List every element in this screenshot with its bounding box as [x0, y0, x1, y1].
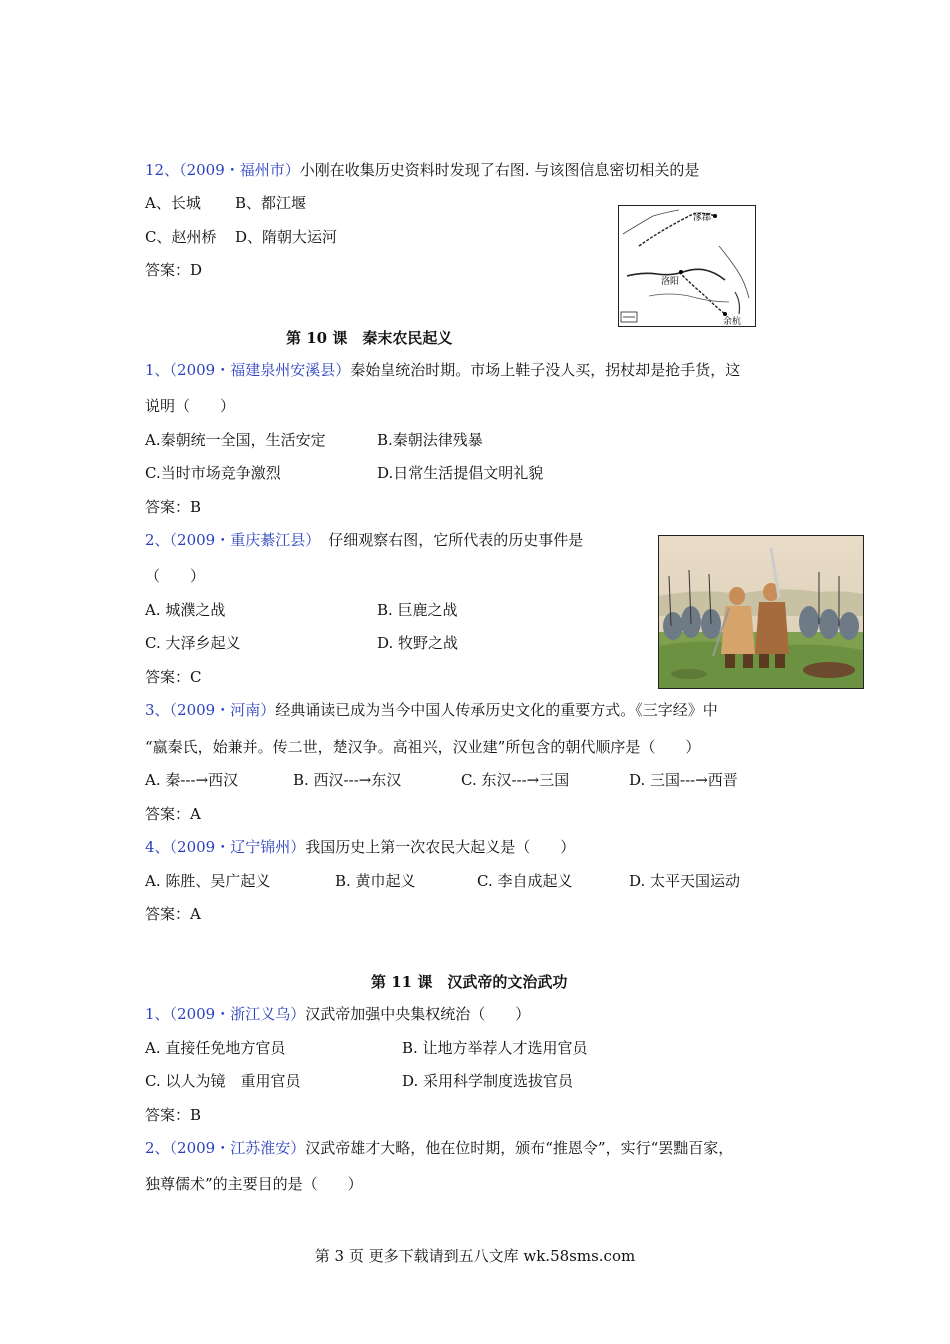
l10-q2-option-a: A. 城濮之战 — [145, 601, 226, 619]
l10-q3-stem — [145, 700, 718, 720]
l10-q4-option-b: B. 黄巾起义 — [335, 872, 416, 890]
l11-q1-source: （2009・浙江义乌） — [169, 1005, 306, 1023]
q12-stem — [145, 160, 699, 180]
q12-option-b: B、都江堰 — [235, 194, 307, 212]
l11-q2-number: 2、 — [145, 1139, 170, 1157]
l10-q2-options-row2 — [145, 633, 458, 653]
l10-q1-stem — [145, 360, 740, 380]
map-label-yuhang: 余杭 — [723, 317, 742, 326]
lesson-10-title: 第 10 课 秦末农民起义 — [286, 329, 453, 347]
l11-q1-option-b: B. 让地方举荐人才选用官员 — [402, 1039, 588, 1057]
l10-q3-answer: 答案：A — [145, 805, 201, 823]
l11-q1-options-row1 — [145, 1038, 588, 1058]
l10-q4-number: 4、 — [145, 838, 170, 856]
l10-q3-option-c: C. 东汉---→三国 — [461, 771, 570, 789]
l11-q2-stem — [145, 1138, 733, 1158]
q12-text: 小刚在收集历史资料时发现了右图. 与该图信息密切相关的是 — [299, 161, 700, 179]
l11-q2-text: 汉武帝雄才大略，他在位时期，颁布“推恩令”，实行“罢黜百家， — [305, 1139, 734, 1157]
q12-option-c: C、赵州桥 — [145, 228, 217, 246]
l10-q2-number: 2、 — [145, 531, 170, 549]
l10-q2-option-b: B. 巨鹿之战 — [377, 601, 458, 619]
l10-q2-stem — [145, 530, 583, 550]
l10-q1-answer: 答案：B — [145, 498, 202, 516]
l10-q4-options — [145, 871, 740, 891]
l10-q4-option-c: C. 李自成起义 — [477, 872, 573, 890]
l10-q1-option-c: C.当时市场竞争激烈 — [145, 464, 281, 482]
l11-q1-text: 汉武帝加强中央集权统治（ ） — [305, 1005, 531, 1023]
q12-answer: 答案：D — [145, 261, 203, 279]
l10-q4-source: （2009・辽宁锦州） — [169, 838, 306, 856]
l11-q1-answer: 答案：B — [145, 1106, 202, 1124]
l10-q1-source: （2009・福建泉州安溪县） — [169, 361, 351, 379]
l10-q4-option-a: A. 陈胜、吴广起义 — [145, 872, 271, 890]
l10-q1-number: 1、 — [145, 361, 170, 379]
l10-q4-stem — [145, 837, 575, 857]
l10-q1-option-b: B.秦朝法律残暴 — [377, 431, 483, 449]
q12-source: （2009・福州市） — [179, 161, 300, 179]
l10-q1-option-a: A.秦朝统一全国，生活安定 — [145, 431, 326, 449]
canal-map-figure — [618, 205, 756, 327]
l10-q2-options-row1 — [145, 600, 458, 620]
l10-q4-answer: 答案：A — [145, 905, 201, 923]
map-label-zhuojun: 涿郡 — [693, 213, 712, 223]
l11-q1-option-d: D. 采用科学制度选拔官员 — [402, 1072, 574, 1090]
l11-q1-option-c: C. 以人为镜 重用官员 — [145, 1072, 301, 1090]
l10-q3-option-d: D. 三国---→西晋 — [629, 771, 738, 789]
l11-q2-text2: 独尊儒术”的主要目的是（ ） — [145, 1175, 363, 1193]
l10-q1-text: 秦始皇统治时期。市场上鞋子没人买，拐杖却是抢手货，这 — [350, 361, 741, 379]
l10-q2-text: 仔细观察右图，它所代表的历史事件是 — [328, 531, 584, 549]
l10-q3-text2: “嬴秦氏，始兼并。传二世，楚汉争。高祖兴，汉业建”所包含的朝代顺序是（ ） — [145, 738, 701, 756]
l10-q3-option-a: A. 秦---→西汉 — [145, 771, 239, 789]
map-label-luoyang: 洛阳 — [661, 277, 680, 287]
canal-map-svg — [619, 206, 755, 326]
l11-q1-option-a: A. 直接任免地方官员 — [145, 1039, 286, 1057]
l11-q1-number: 1、 — [145, 1005, 170, 1023]
l11-q2-source: （2009・江苏淮安） — [169, 1139, 306, 1157]
l10-q3-options — [145, 770, 738, 790]
uprising-illustration — [658, 535, 864, 689]
lesson-11-title: 第 11 课 汉武帝的文治武功 — [371, 973, 568, 991]
l11-q1-options-row2 — [145, 1071, 573, 1091]
l10-q1-text2: 说明（ ） — [145, 397, 236, 415]
uprising-illustration-svg — [659, 536, 863, 688]
l10-q2-text2: （ ） — [145, 567, 206, 585]
q12-number: 12、 — [145, 161, 180, 179]
l10-q3-option-b: B. 西汉---→东汉 — [293, 771, 402, 789]
l10-q2-option-c: C. 大泽乡起义 — [145, 634, 241, 652]
l10-q3-number: 3、 — [145, 701, 170, 719]
l10-q2-source: （2009・重庆綦江县） — [169, 531, 321, 549]
l10-q3-text: 经典诵读已成为当今中国人传承历史文化的重要方式。《三字经》中 — [275, 701, 718, 719]
l10-q3-source: （2009・河南） — [169, 701, 276, 719]
page-footer: 第 3 页 更多下载请到五八文库 wk.58sms.com — [314, 1247, 636, 1265]
q12-option-d: D、隋朝大运河 — [235, 228, 338, 246]
q12-options-row2 — [145, 227, 337, 247]
q12-options-row1 — [145, 193, 306, 213]
l11-q1-stem — [145, 1004, 530, 1024]
l10-q2-option-d: D. 牧野之战 — [377, 634, 459, 652]
l10-q2-answer: 答案：C — [145, 668, 202, 686]
l10-q4-text: 我国历史上第一次农民大起义是（ ） — [305, 838, 576, 856]
l10-q1-options-row1 — [145, 430, 483, 450]
l10-q1-option-d: D.日常生活提倡文明礼貌 — [377, 464, 544, 482]
l10-q1-options-row2 — [145, 463, 543, 483]
q12-option-a: A、长城 — [145, 194, 201, 212]
l10-q4-option-d: D. 太平天国运动 — [629, 872, 741, 890]
